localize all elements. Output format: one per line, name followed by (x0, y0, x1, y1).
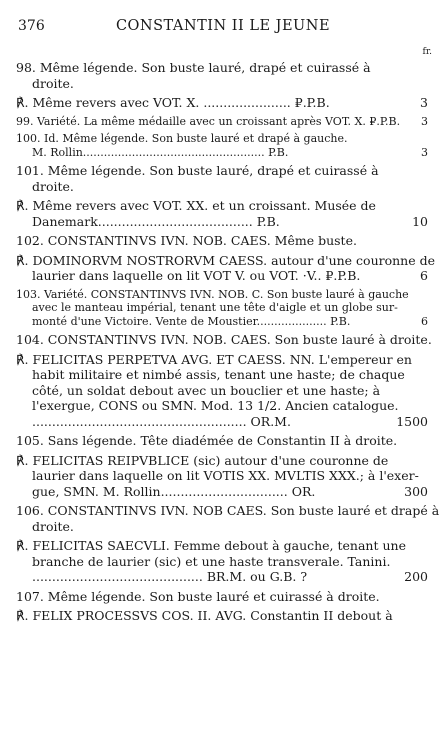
entry-line (16, 569, 428, 585)
entry-line (16, 252, 436, 269)
catalogue-entry (16, 60, 428, 91)
entry-text: 103. Variété. CONSTANTINVS IVN. NOB. C. Son buste lauré à gauche (16, 287, 409, 301)
entry-line (16, 367, 428, 383)
entry-text: ℟. Même revers avec VOT. X. ...................... ₽.P.B. (16, 95, 330, 110)
entry-line (16, 76, 428, 92)
entry-text: habit militaire et nimbé assis, tenant une haste; de chaque (32, 367, 405, 382)
price-value: 300 (404, 483, 428, 499)
entry-line (16, 95, 428, 111)
catalogue-entry (16, 252, 436, 284)
entry-line (16, 268, 428, 284)
entry-text: monté d'une Victoire. Vente de Moustier.................... P.B. (32, 314, 351, 328)
entry-text: 98. Même légende. Son buste lauré, drapé et cuirassé à (16, 60, 371, 75)
entry-text: ℟. Même revers avec VOT. XX. et un croissant. Musée de (16, 198, 376, 213)
entry-line (16, 163, 428, 179)
entry-text: 107. Même légende. Son buste lauré et cuirassé à droite. (16, 588, 380, 604)
entry-text: 101. Même légende. Son buste lauré, drapé et cuirassé à (16, 163, 379, 178)
entry-text: ℟. FELICITAS REIPVBLICE (sic) autour d'une couronne de (16, 452, 389, 468)
entry-line (16, 503, 440, 519)
entry-text: ℟. FELICITAS SAECVLI. Femme debout à gauche, tenant une (16, 538, 406, 553)
entry-line (16, 608, 428, 624)
entry-line (16, 433, 428, 449)
entry-text: ...................................................... OR.M. (32, 413, 291, 429)
entry-line (16, 383, 428, 399)
entry-text: laurier dans laquelle on lit VOTIS XX. MVLTIS XXX.; à l'exer- (32, 468, 419, 483)
entry-line (16, 538, 428, 554)
price-value: 3 (420, 95, 428, 110)
entry-text: M. Rollin.................................................... P.B. (32, 145, 289, 159)
entry-line (16, 398, 428, 414)
entry-line (16, 519, 428, 535)
catalogue-entry (16, 608, 428, 624)
catalogue-entry (16, 198, 428, 229)
entry-line (16, 554, 428, 570)
catalogue-entry (16, 352, 428, 430)
price-value: 3 (421, 114, 428, 128)
entry-line (16, 352, 428, 368)
catalogue-entries (16, 60, 440, 628)
entry-line (16, 589, 428, 605)
catalogue-entry (16, 589, 428, 605)
entry-text: ℟. FELIX PROCESSVS COS. II. AVG. Constantin II debout à (16, 608, 393, 623)
entry-line (16, 132, 428, 146)
catalogue-entry (16, 163, 428, 194)
price-value: 3 (421, 145, 428, 159)
page-header (0, 18, 446, 38)
entry-text: laurier dans laquelle on lit VOT V. ou VOT. ·V.. ₽.P.B. (32, 268, 361, 283)
entry-line (16, 146, 428, 160)
entry-line (16, 233, 428, 249)
entry-line (16, 301, 428, 315)
entry-line (16, 179, 428, 195)
entry-text: gue, SMN. M. Rollin................................ OR. (32, 483, 316, 499)
price-value: 1500 (396, 413, 428, 429)
entry-line (16, 198, 428, 214)
entry-text: droite. (32, 178, 74, 194)
catalogue-entry (16, 115, 428, 129)
entry-text: ........................................... BR.M. ou G.B. ? (32, 569, 308, 584)
entry-text: 99. Variété. La même médaille avec un croissant après VOT. X. ₽.P.B. (16, 114, 401, 128)
entry-line (16, 453, 428, 469)
catalogue-entry (16, 453, 428, 500)
entry-text: branche de laurier (sic) et une haste transverale. Tanini. (32, 553, 391, 569)
catalogue-entry (16, 433, 428, 449)
entry-line (16, 214, 428, 230)
price-value: 200 (404, 569, 428, 584)
entry-text: avec le manteau impérial, tenant une tête d'aigle et un globe sur- (32, 301, 398, 314)
page-title: CONSTANTIN II LE JEUNE (115, 18, 331, 34)
entry-text: 105. Sans légende. Tête diadémée de Constantin II à droite. (16, 433, 398, 448)
entry-text: 100. Id. Même légende. Son buste lauré et drapé à gauche. (16, 132, 348, 145)
entry-text: côté, un soldat debout avec un bouclier et une haste; à (32, 382, 381, 398)
entry-text: Danemark....................................... P.B. (32, 213, 280, 229)
entry-line (16, 315, 428, 329)
entry-line (16, 332, 432, 348)
catalogue-entry (16, 233, 428, 249)
price-value: 10 (412, 213, 428, 229)
entry-line (16, 115, 428, 129)
catalogue-entry (16, 332, 432, 348)
entry-line (16, 60, 428, 76)
catalogue-entry (16, 503, 440, 534)
entry-line (16, 414, 428, 430)
entry-text: droite. (32, 518, 74, 534)
price-value: 6 (420, 268, 428, 283)
price-value: 6 (421, 314, 428, 328)
page-number: 376 (18, 18, 45, 34)
entry-text: 106. CONSTANTINVS IVN. NOB CAES. Son buste lauré et drapé à (16, 503, 440, 518)
entry-text: ℟. FELICITAS PERPETVA AVG. ET CAESS. NN. L'empereur en (16, 351, 412, 367)
entry-text: 102. CONSTANTINVS IVN. NOB. CAES. Même buste. (16, 233, 357, 248)
entry-text: l'exergue, CONS ou SMN. Mod. 13 1/2. Ancien catalogue. (32, 398, 399, 413)
entry-text: ℟. DOMINORVM NOSTRORVM CAESS. autour d'une couronne de (16, 252, 436, 268)
catalogue-entry (16, 288, 428, 329)
entry-line (16, 484, 428, 500)
column-label: fr. (422, 47, 432, 57)
entry-text: droite. (32, 75, 74, 91)
catalogue-entry (16, 132, 428, 159)
catalogue-entry (16, 95, 428, 111)
entry-text: 104. CONSTANTINVS IVN. NOB. CAES. Son buste lauré à droite. (16, 332, 432, 347)
entry-line (16, 288, 428, 302)
entry-line (16, 468, 428, 484)
catalogue-entry (16, 538, 428, 585)
